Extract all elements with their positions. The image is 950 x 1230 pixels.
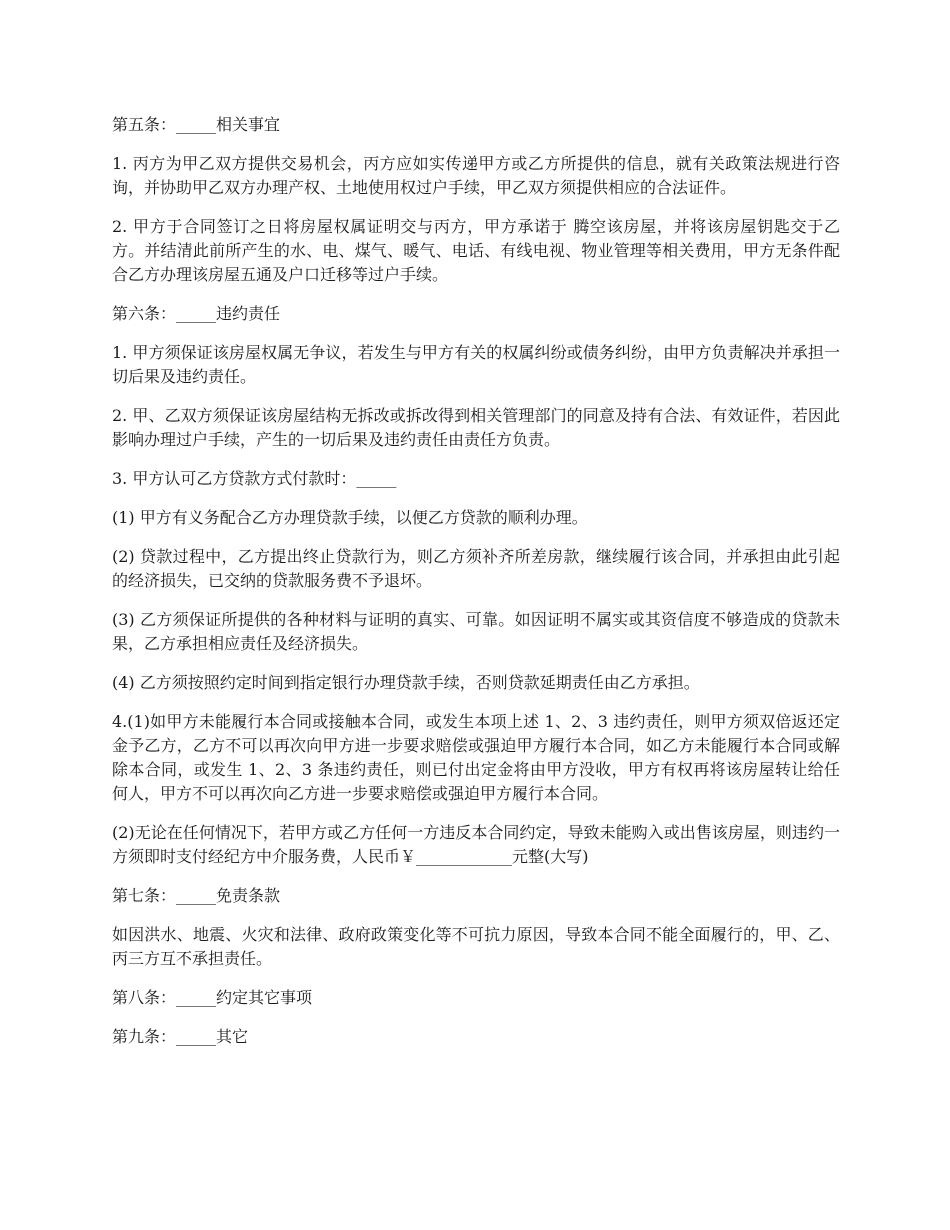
- article-6-clause-3-item-3: (3) 乙方须保证所提供的各种材料与证明的真实、可靠。如因证明不属实或其资信度不够造成的贷款未果，乙方承担相应责任及经济损失。: [112, 610, 840, 653]
- article-9-heading: 第九条：_____其它: [112, 1027, 249, 1046]
- article-6-clause-3: 3. 甲方认可乙方贷款方式付款时：_____: [112, 469, 397, 488]
- article-8-heading: 第八条：_____约定其它事项: [112, 988, 313, 1007]
- article-7-text: 如因洪水、地震、火灾和法律、政府政策变化等不可抗力原因，导致本合同不能全面履行的，甲、乙、丙三方互不承担责任。: [112, 925, 840, 968]
- article-6-clause-3-item-1: (1) 甲方有义务配合乙方办理贷款手续，以便乙方贷款的顺利办理。: [112, 508, 588, 527]
- article-6-heading: 第六条：_____违约责任: [112, 304, 281, 323]
- article-5-heading: 第五条：_____相关事宜: [112, 115, 281, 134]
- article-5-clause-1: 1. 丙方为甲乙双方提供交易机会，丙方应如实传递甲方或乙方所提供的信息，就有关政策法规进行咨询，并协助甲乙双方办理产权、土地使用权过户手续，甲乙双方须提供相应的合法证件。: [112, 154, 840, 197]
- article-6-clause-3-item-4: (4) 乙方须按照约定时间到指定银行办理贷款手续，否则贷款延期责任由乙方承担。: [112, 673, 700, 692]
- article-6-clause-2: 2. 甲、乙双方须保证该房屋结构无拆改或拆改得到相关管理部门的同意及持有合法、有效证件，若因此影响办理过户手续，产生的一切后果及违约责任由责任方负责。: [112, 406, 840, 449]
- article-6-clause-3-item-2: (2) 贷款过程中，乙方提出终止贷款行为，则乙方须补齐所差房款，继续履行该合同，并承担由此引起的经济损失，已交纳的贷款服务费不予退坏。: [112, 547, 840, 590]
- article-7-heading: 第七条：_____免责条款: [112, 886, 281, 905]
- document-page: [112, 113, 840, 1064]
- article-6-clause-4-item-2: (2)无论在任何情况下，若甲方或乙方任何一方违反本合同约定，导致未能购入或出售该房屋，则违约一方须即时支付经纪方中介服务费，人民币￥____________元整(大写): [112, 823, 840, 866]
- article-5-clause-2: 2. 甲方于合同签订之日将房屋权属证明交与丙方，甲方承诺于 腾空该房屋，并将该房屋钥匙交于乙方。并结清此前所产生的水、电、煤气、暖气、电话、有线电视、物业管理等相关费用，甲方无条件配合乙方办理该房屋五通及户口迁移等过户手续。: [112, 217, 840, 284]
- article-6-clause-4-item-1: 4.(1)如甲方未能履行本合同或接触本合同，或发生本项上述 1、2、3 违约责任，则甲方须双倍返还定金予乙方，乙方不可以再次向甲方进一步要求赔偿或强迫甲方履行本合同，如乙方未能履行本合同或解除本合同，或发生 1、2、3 条违约责任，则已付出定金将由甲方没收，甲方有权再将该房屋转让给任何人，甲方不可以再次向乙方进一步要求赔偿或强迫甲方履行本合同。: [112, 712, 840, 803]
- article-6-clause-1: 1. 甲方须保证该房屋权属无争议，若发生与甲方有关的权属纠纷或债务纠纷，由甲方负责解决并承担一切后果及违约责任。: [112, 343, 840, 386]
